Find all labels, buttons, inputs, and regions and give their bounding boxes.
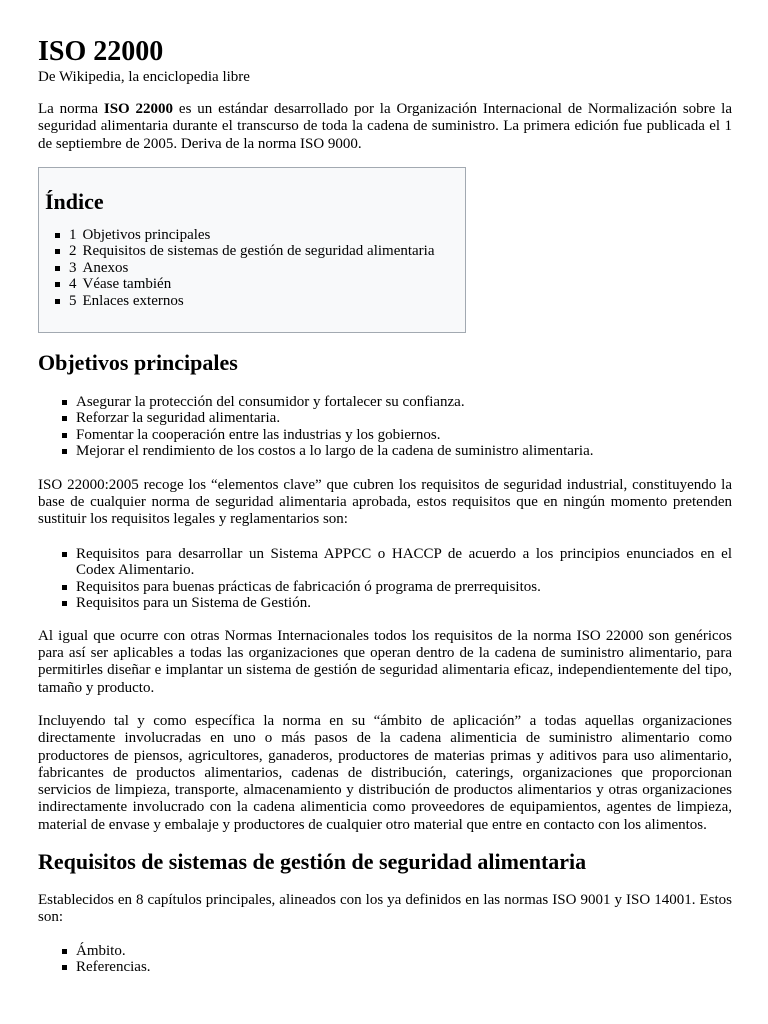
list-item-text: Requisitos para desarrollar un Sistema APPCC o HACCP de acuerdo a los principios enunciados en el Codex Alimentario. [76,545,732,579]
article-content [38,36,732,976]
toc-item-anexos[interactable] [69,260,459,277]
page-title: ISO 22000 [38,36,164,67]
toc-label[interactable]: Véase también [82,276,172,293]
list-item-text: Requisitos para un Sistema de Gestión. [76,595,311,612]
list-item-text: Mejorar el rendimiento de los costos a lo largo de la cadena de suministro alimentaria. [76,443,594,460]
intro-text-start: La norma [38,101,104,117]
list-item [76,427,732,444]
bullet-icon [62,949,67,954]
toc-item-objetivos[interactable] [69,227,459,244]
page-subtitle: De Wikipedia, la enciclopedia libre [38,69,250,85]
list-item [76,579,732,596]
paragraph-elementos-clave: ISO 22000:2005 recoge los “elementos clave” que cubren los requisitos de seguridad industrial, constituyendo la base de cualquier norma de seguridad alimentaria aprobada, estos requisitos que en ningún momento pretenden sustituir los requisitos legales y reglamentarios son: [38,476,732,528]
toc-number: 3 [69,259,77,276]
bullet-icon [62,965,67,970]
intro-text-end: es un estándar desarrollado por la Organización Internacional de Normalización sobre la seguridad alimentaria durante el transcurso de toda la cadena de suministro. La primera edición fue publicada el 1 de septiembre de 2005. Deriva de la norma ISO 9000. [38,101,732,152]
section-heading-objetivos: Objetivos principales [38,349,238,375]
bullet-icon [62,433,67,438]
toc-number: 4 [69,276,77,293]
toc-title: Índice [45,188,104,214]
toc-number: 2 [69,243,77,260]
bullet-icon [55,282,60,287]
intro-paragraph [38,101,732,153]
list-item-text: Referencias. [76,959,151,976]
section-heading-requisitos: Requisitos de sistemas de gestión de seguridad alimentaria [38,849,587,875]
list-item-text: Reforzar la seguridad alimentaria. [76,410,281,427]
list-item [76,443,732,460]
bullet-icon [55,249,60,254]
list-item [76,595,732,612]
toc-item-vease[interactable] [69,276,459,293]
list-item-text: Ámbito. [76,942,126,959]
objectives-list [38,394,732,460]
list-item [76,394,732,411]
bullet-icon [62,400,67,405]
toc-item-requisitos[interactable] [69,243,459,260]
toc-label[interactable]: Requisitos de sistemas de gestión de seguridad alimentaria [82,243,435,260]
bullet-icon [62,552,67,557]
bullet-icon [55,233,60,238]
toc-item-enlaces[interactable] [69,293,459,310]
paragraph-ambito-aplicacion: Incluyendo tal y como específica la norma en su “ámbito de aplicación” a todas aquellas organizaciones directamente involucradas en uno o más pasos de la cadena alimenticia de suministro alimentario como productores de piensos, agricultores, ganaderos, productores de materias primas y aditivos para uso alimentario, fabricantes de productos alimentarios, cadenas de distribución, caterings, organizaciones que proporcionan servicios de limpieza, transporte, almacenamiento y distribución de productos alimentarios y otras organizaciones indirectamente involucrado con la cadena alimenticia como proveedores de equipamientos, agentes de limpieza, material de envase y embalaje y productores de cualquier otro material que entre en contacto con los alimentos. [38,712,732,833]
bullet-icon [62,416,67,421]
list-item-text: Asegurar la protección del consumidor y fortalecer su confianza. [76,393,465,410]
toc-number: 5 [69,292,77,309]
list-item [76,546,732,579]
chapters-list [38,943,732,976]
bullet-icon [55,266,60,271]
requirements-list [38,546,732,612]
list-item-text: Fomentar la cooperación entre las industrias y los gobiernos. [76,426,441,443]
bullet-icon [62,585,67,590]
list-item [76,959,732,976]
intro-bold-term: ISO 22000 [103,101,174,117]
list-item-text: Requisitos para buenas prácticas de fabricación ó programa de prerrequisitos. [76,578,541,595]
list-item [76,410,732,427]
toc-number: 1 [69,226,77,243]
toc-list [45,227,459,310]
toc-label[interactable]: Objetivos principales [82,226,211,243]
paragraph-capitulos: Establecidos en 8 capítulos principales, alineados con los ya definidos en las normas ISO 9001 y ISO 14001. Estos son: [38,892,732,926]
table-of-contents [38,167,466,333]
bullet-icon [62,601,67,606]
paragraph-normas-internacionales: Al igual que ocurre con otras Normas Internacionales todos los requisitos de la norma ISO 22000 son genéricos para así ser aplicables a todas las organizaciones que operan dentro de la cadena de suministro alimentario, para permitirles diseñar e implantar un sistema de gestión de seguridad alimentaria eficaz, independientemente del tipo, tamaño y producto. [38,627,732,696]
list-item [76,943,732,960]
toc-label[interactable]: Enlaces externos [82,292,184,309]
bullet-icon [62,449,67,454]
toc-label[interactable]: Anexos [82,259,129,276]
bullet-icon [55,299,60,304]
